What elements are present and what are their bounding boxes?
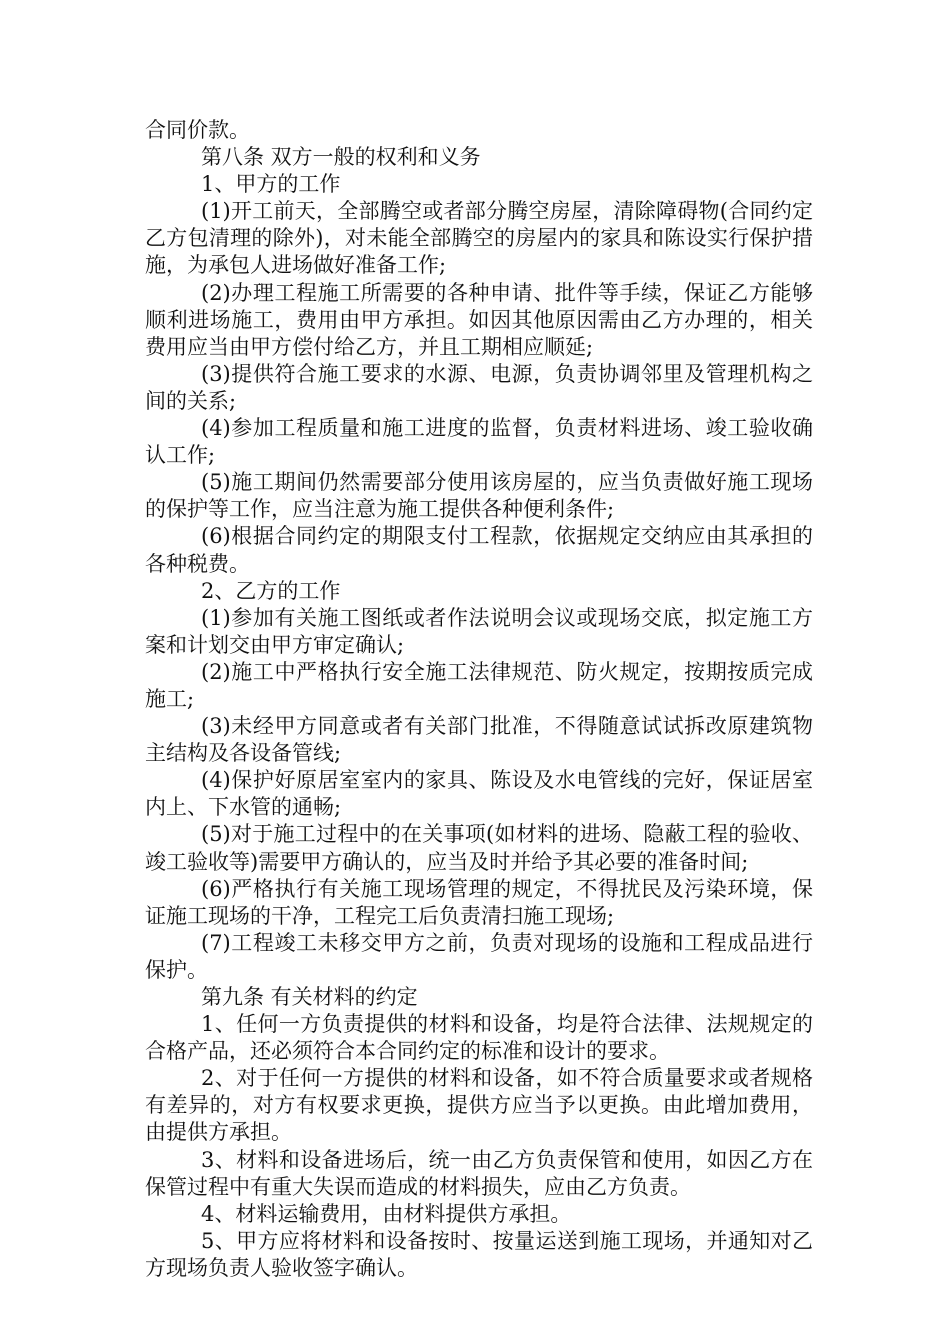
materials-item-5: 5、甲方应将材料和设备按时、按量运送到施工现场，并通知对乙方现场负责人验收签字确认。 bbox=[145, 1228, 813, 1280]
party-b-item-6: (6)严格执行有关施工现场管理的规定，不得扰民及污染环境，保证施工现场的干净，工程完工后负责清扫施工现场; bbox=[145, 876, 813, 928]
party-a-item-4: (4)参加工程质量和施工进度的监督，负责材料进场、竣工验收确认工作; bbox=[145, 416, 813, 468]
party-b-item-1: (1)参加有关施工图纸或者作法说明会议或现场交底，拟定施工方案和计划交由甲方审定确认; bbox=[145, 605, 813, 657]
party-b-item-2: (2)施工中严格执行安全施工法律规范、防火规定，按期按质完成施工; bbox=[145, 659, 813, 711]
party-a-item-6: (6)根据合同约定的期限支付工程款，依据规定交纳应由其承担的各种税费。 bbox=[145, 524, 813, 576]
party-a-item-2: (2)办理工程施工所需要的各种申请、批件等手续，保证乙方能够顺利进场施工，费用由甲方承担。如因其他原因需由乙方办理的，相关费用应当由甲方偿付给乙方，并且工期相应顺延; bbox=[145, 280, 813, 359]
party-a-item-3: (3)提供符合施工要求的水源、电源，负责协调邻里及管理机构之间的关系; bbox=[145, 361, 813, 413]
article-8-heading: 第八条 双方一般的权利和义务 bbox=[201, 145, 481, 170]
article-9-heading: 第九条 有关材料的约定 bbox=[201, 985, 418, 1009]
materials-item-1: 1、任何一方负责提供的材料和设备，均是符合法律、法规规定的合格产品，还必须符合本合同约定的标准和设计的要求。 bbox=[145, 1012, 813, 1064]
party-a-duties-heading: 1、甲方的工作 bbox=[201, 172, 341, 197]
party-b-item-4: (4)保护好原居室室内的家具、陈设及水电管线的完好，保证居室内上、下水管的通畅; bbox=[145, 768, 813, 820]
party-b-item-7: (7)工程竣工未移交甲方之前，负责对现场的设施和工程成品进行保护。 bbox=[145, 930, 813, 982]
materials-item-3: 3、材料和设备进场后，统一由乙方负责保管和使用，如因乙方在保管过程中有重大失误而造成的材料损失，应由乙方负责。 bbox=[145, 1147, 813, 1199]
party-b-item-3: (3)未经甲方同意或者有关部门批准，不得随意试试拆改原建筑物主结构及各设备管线; bbox=[145, 714, 813, 766]
materials-item-4: 4、材料运输费用，由材料提供方承担。 bbox=[201, 1201, 572, 1226]
materials-item-2: 2、对于任何一方提供的材料和设备，如不符合质量要求或者规格有差异的，对方有权要求更换，提供方应当予以更换。由此增加费用，由提供方承担。 bbox=[145, 1066, 813, 1145]
party-b-duties-heading: 2、乙方的工作 bbox=[201, 578, 341, 603]
party-b-item-5: (5)对于施工过程中的在关事项(如材料的进场、隐蔽工程的验收、竣工验收等)需要甲方确认的，应当及时并给予其必要的准备时间; bbox=[145, 822, 813, 874]
document-page bbox=[145, 117, 813, 1282]
party-a-item-5: (5)施工期间仍然需要部分使用该房屋的，应当负责做好施工现场的保护等工作，应当注意为施工提供各种便利条件; bbox=[145, 470, 813, 522]
party-a-item-1: (1)开工前天，全部腾空或者部分腾空房屋，清除障碍物(合同约定乙方包清理的除外)，对未能全部腾空的房屋内的家具和陈设实行保护措施，为承包人进场做好准备工作; bbox=[145, 199, 813, 278]
paragraph-continuation: 合同价款。 bbox=[145, 118, 250, 142]
